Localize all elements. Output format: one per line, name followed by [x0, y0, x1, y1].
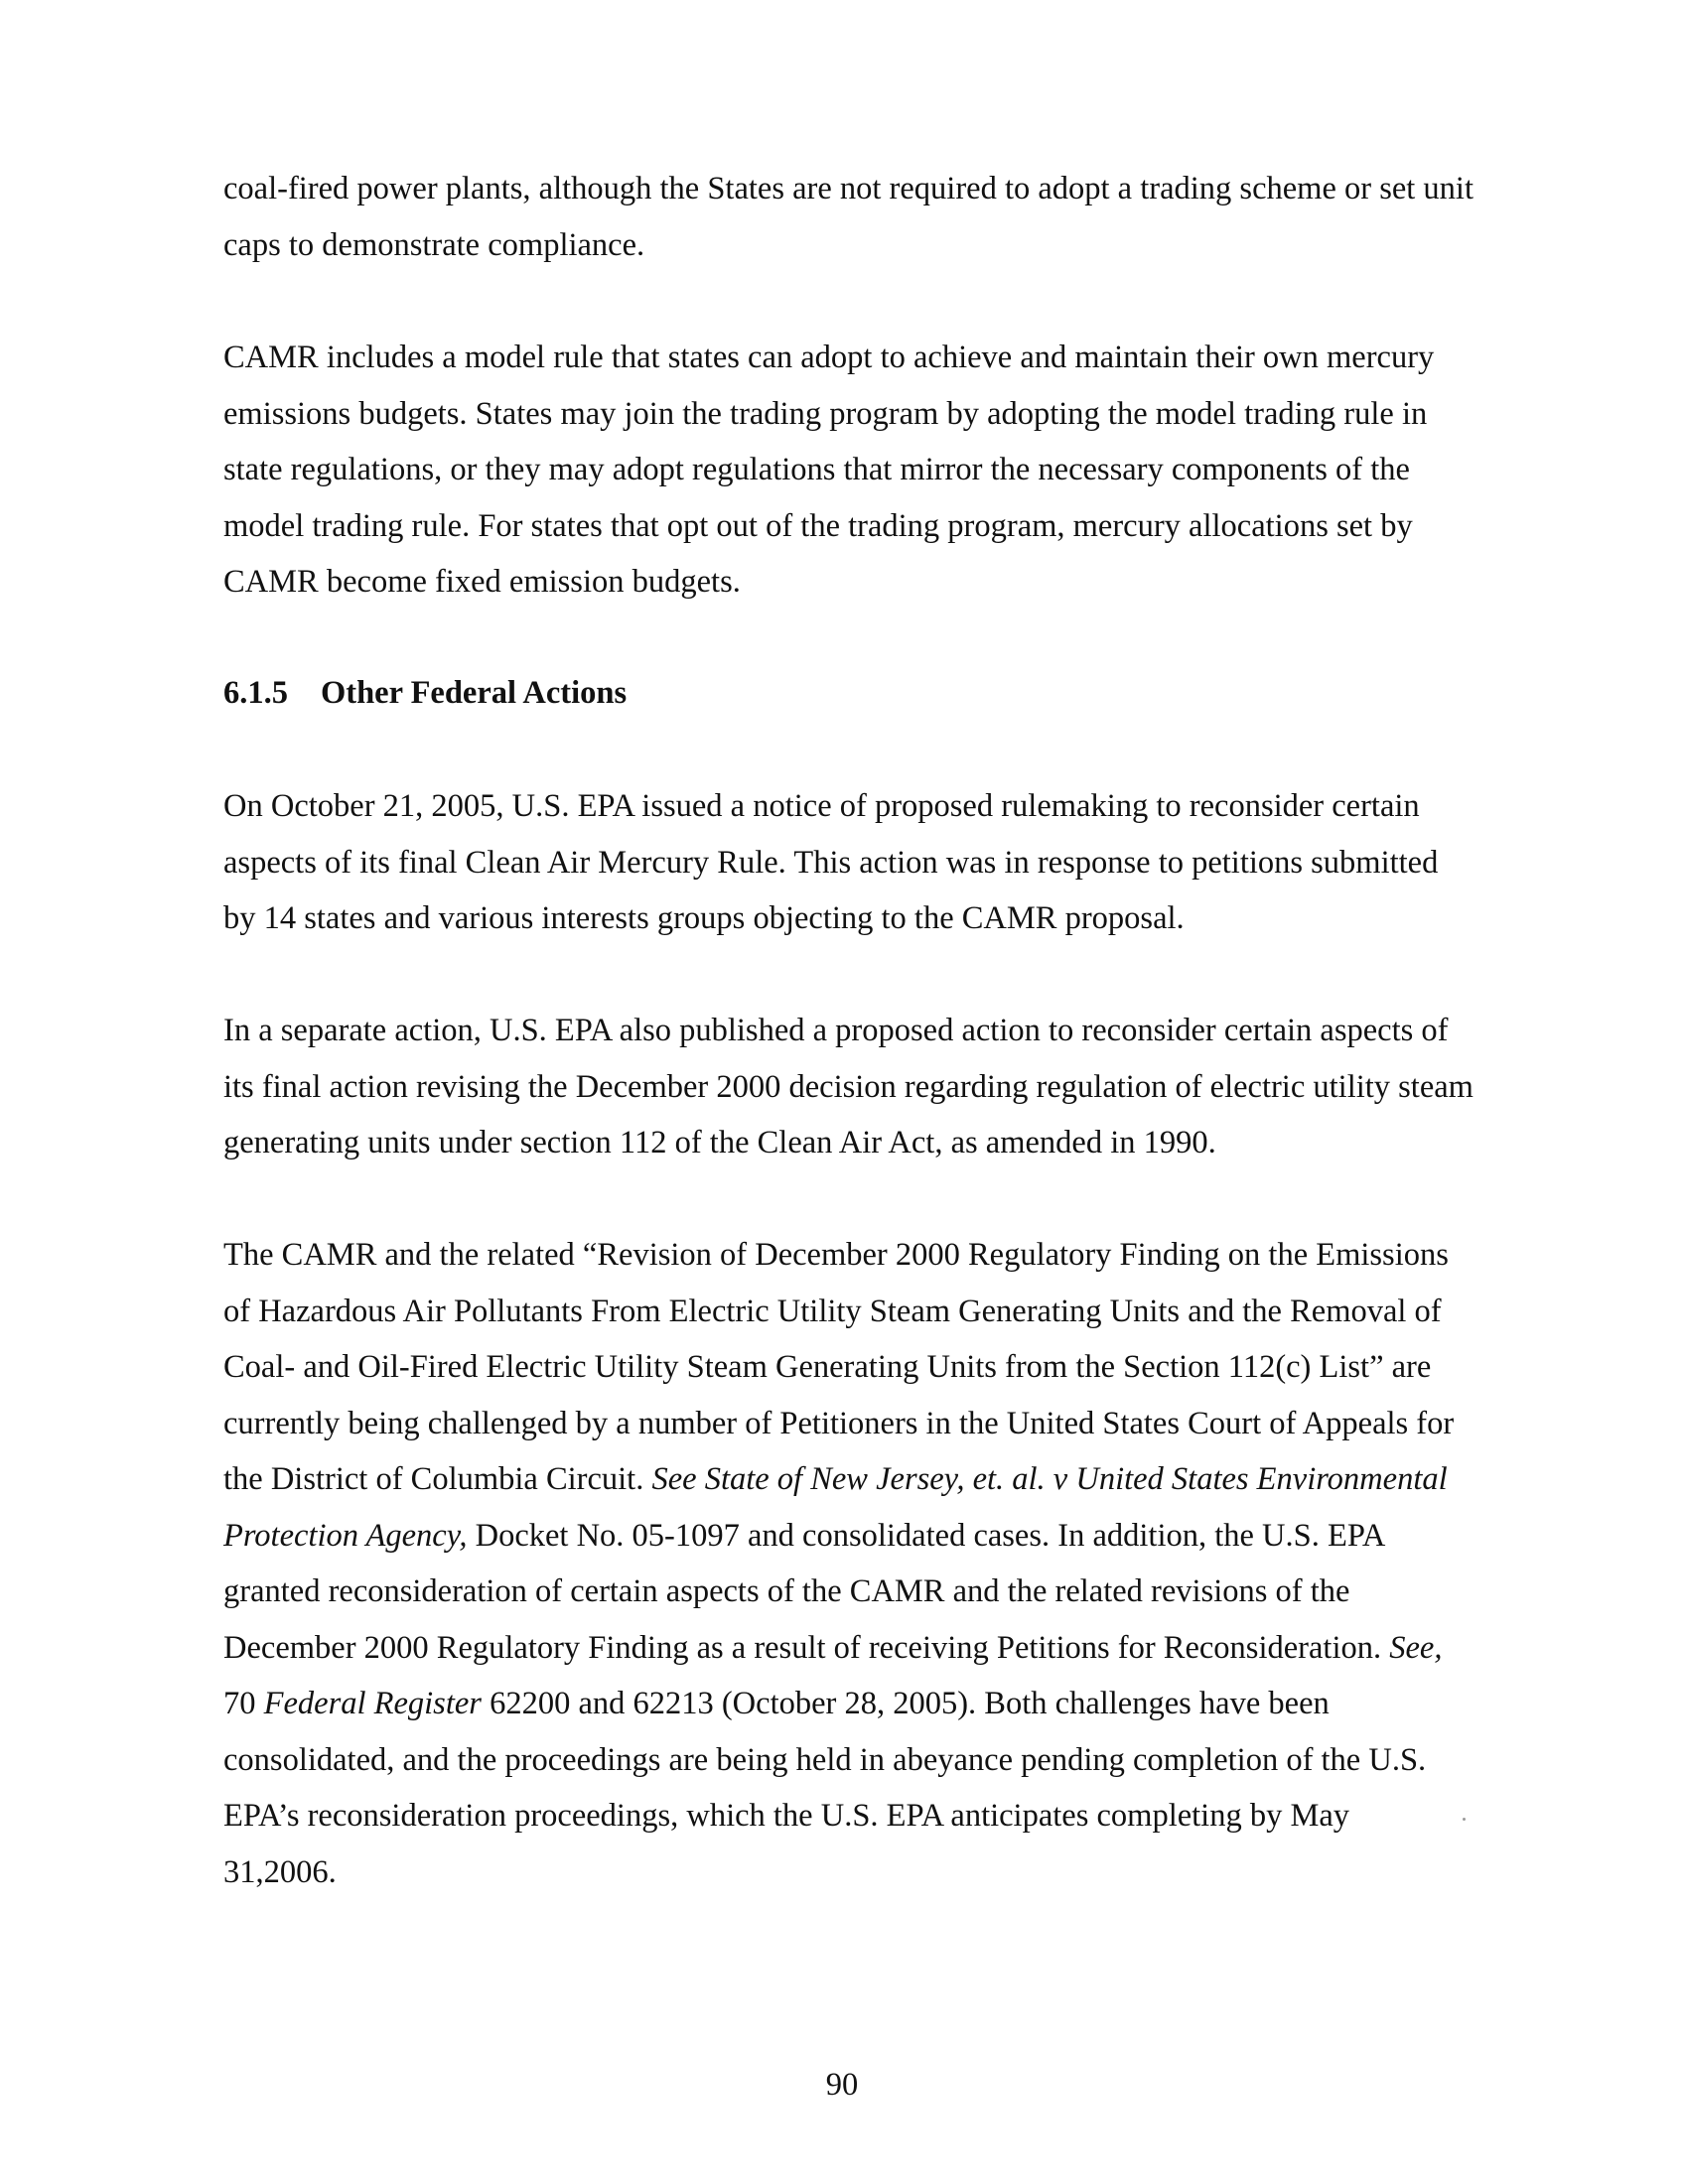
text-line: emissions budgets. States may join the trading program by adopting the model trading rule in: [223, 395, 1428, 432]
see-signal: See,: [1389, 1629, 1443, 1666]
text-line: On October 21, 2005, U.S. EPA issued a notice of proposed rulemaking to reconsider certain: [223, 788, 1420, 824]
text-line: 31,2006.: [223, 1853, 337, 1890]
text-line: [223, 1508, 1504, 1565]
text-line: [223, 1620, 1504, 1677]
text-line: its final action revising the December 2000 decision regarding regulation of electric utility steam: [223, 1068, 1474, 1105]
text-segment: 70: [223, 1686, 264, 1721]
text-segment: the District of Columbia Circuit.: [223, 1461, 652, 1497]
rulemaking-paragraph: [223, 778, 1504, 947]
section-heading: [223, 665, 627, 722]
text-segment: 62200 and 62213 (October 28, 2005). Both challenges have been: [481, 1686, 1330, 1721]
scan-speck: [1463, 1818, 1466, 1821]
page-number: 90: [825, 2067, 859, 2103]
section-title: Other Federal Actions: [321, 675, 628, 711]
text-line: currently being challenged by a number of Petitioners in the United States Court of Appeals for: [223, 1405, 1455, 1441]
text-line: by 14 states and various interests groups objecting to the CAMR proposal.: [223, 900, 1185, 936]
text-line: Coal- and Oil-Fired Electric Utility Steam Generating Units from the Section 112(c) List” are: [223, 1349, 1432, 1385]
case-citation-continued: Protection Agency,: [223, 1517, 468, 1554]
text-line: model trading rule. For states that opt out of the trading program, mercury allocations set by: [223, 507, 1413, 544]
text-line: EPA’s reconsideration proceedings, which the U.S. EPA anticipates completing by May: [223, 1798, 1350, 1834]
text-line: granted reconsideration of certain aspects of the CAMR and the related revisions of the: [223, 1573, 1350, 1609]
text-line: aspects of its final Clean Air Mercury Rule. This action was in response to petitions submitted: [223, 844, 1439, 881]
text-line: consolidated, and the proceedings are being held in abeyance pending completion of the U.S.: [223, 1741, 1427, 1778]
case-citation: See State of New Jersey, et. al. v United States Environmental: [651, 1461, 1448, 1497]
text-line: state regulations, or they may adopt regulations that mirror the necessary components of the: [223, 452, 1410, 487]
text-line: caps to demonstrate compliance.: [223, 226, 645, 263]
text-line: [223, 1451, 1504, 1508]
text-line: coal-fired power plants, although the States are not required to adopt a trading scheme or set unit: [223, 171, 1474, 206]
text-segment: Docket No. 05-1097 and consolidated cases. In addition, the U.S. EPA: [467, 1517, 1386, 1554]
text-segment: December 2000 Regulatory Finding as a result of receiving Petitions for Reconsideration.: [223, 1629, 1390, 1666]
model-rule-paragraph: [223, 330, 1504, 611]
text-line: CAMR includes a model rule that states can adopt to achieve and maintain their own mercury: [223, 340, 1435, 375]
intro-paragraph: [223, 161, 1504, 273]
federal-register-citation: Federal Register: [263, 1686, 482, 1721]
separate-action-paragraph: [223, 1003, 1504, 1171]
section-number: 6.1.5: [223, 675, 288, 711]
text-line: generating units under section 112 of the Clean Air Act, as amended in 1990.: [223, 1125, 1216, 1160]
challenge-paragraph: [223, 1227, 1504, 1900]
text-line: In a separate action, U.S. EPA also published a proposed action to reconsider certain aspects of: [223, 1013, 1449, 1048]
text-line: of Hazardous Air Pollutants From Electric Utility Steam Generating Units and the Removal of: [223, 1293, 1442, 1329]
text-line: The CAMR and the related “Revision of December 2000 Regulatory Finding on the Emissions: [223, 1237, 1449, 1273]
text-line: CAMR become fixed emission budgets.: [223, 564, 741, 600]
text-line: [223, 1676, 1504, 1732]
